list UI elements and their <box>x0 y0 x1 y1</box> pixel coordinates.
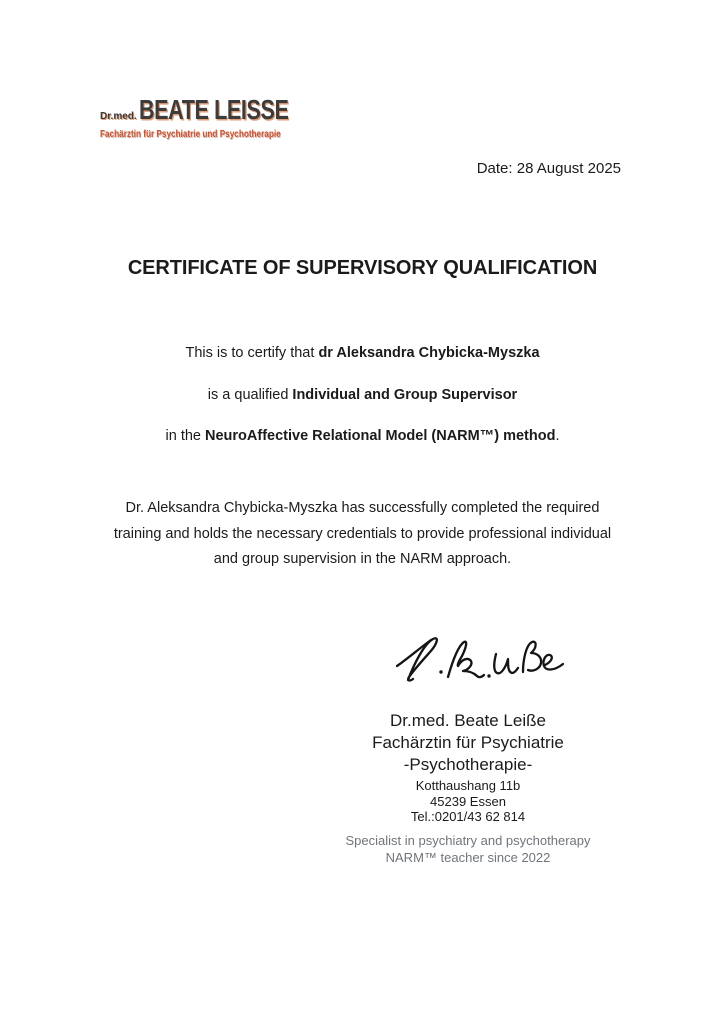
paragraph-line: and group supervision in the NARM approach. <box>213 551 512 567</box>
practice-logo <box>100 96 333 142</box>
signer-name: Dr.med. Beate Leiße <box>390 711 546 730</box>
statement1-prefix: This is to certify that <box>185 345 319 361</box>
paragraph-line: training and holds the necessary credentials to provide professional individual <box>113 525 612 542</box>
signer-note-narm-teacher: NARM™ teacher since 2022 <box>385 849 551 865</box>
signer-block <box>293 710 643 866</box>
certified-person-name: dr Aleksandra Chybicka-Myszka <box>318 345 540 361</box>
paragraph-line: Dr. Aleksandra Chybicka-Myszka has successfully completed the required <box>125 500 600 516</box>
method-name: NeuroAffective Relational Model (NARM™) method <box>205 428 556 444</box>
certify-statement-line <box>0 345 725 361</box>
statement2-prefix: is a qualified <box>207 387 293 403</box>
issue-date: Date: 28 August 2025 <box>476 160 621 177</box>
signer-phone: Tel.:0201/43 62 814 <box>410 809 526 824</box>
method-statement-line <box>0 428 725 444</box>
signer-notes <box>293 832 643 866</box>
signer-role-line2: -Psychotherapie- <box>403 755 533 774</box>
logo-doctor-name: BEATE LEISSE <box>138 94 289 125</box>
certificate-title: CERTIFICATE OF SUPERVISORY QUALIFICATION <box>127 257 598 279</box>
signer-contact <box>293 778 643 825</box>
completion-paragraph <box>0 496 725 573</box>
qualification-statement-line <box>0 387 725 403</box>
signer-role-line1: Fachärztin für Psychiatrie <box>372 733 564 752</box>
logo-specialty-subtitle: Fachärztin für Psychiatrie und Psychotherapie <box>100 128 281 140</box>
signer-note-specialist: Specialist in psychiatry and psychotherapy <box>345 832 591 848</box>
logo-doctor-prefix: Dr.med. <box>100 111 137 122</box>
statement3-prefix: in the <box>165 428 206 444</box>
statement3-suffix: . <box>555 428 560 444</box>
signer-identity <box>293 710 643 776</box>
signer-city: 45239 Essen <box>430 793 506 809</box>
logo-name-row <box>100 96 333 124</box>
qualification-title: Individual and Group Supervisor <box>292 387 518 403</box>
handwritten-signature <box>392 630 564 690</box>
signer-street: Kotthaushang 11b <box>415 778 521 793</box>
